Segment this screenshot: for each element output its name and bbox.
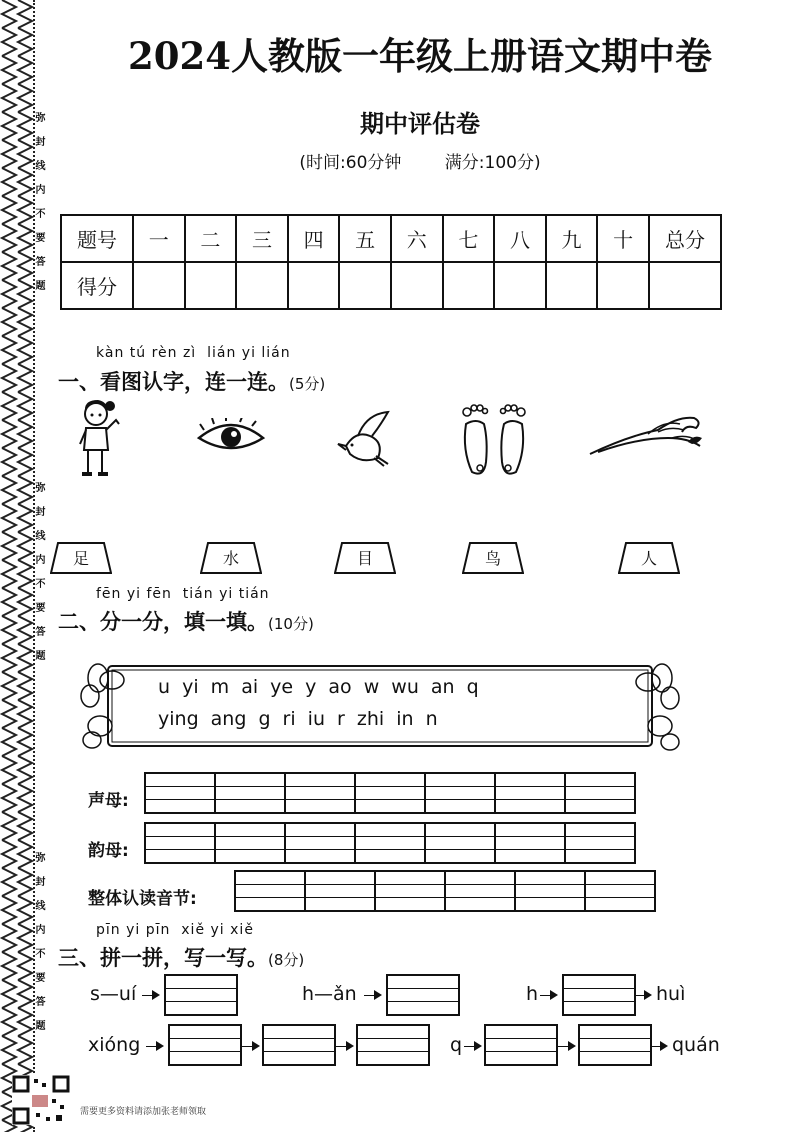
pinyin-initial: h <box>526 983 539 1005</box>
writing-box[interactable] <box>586 870 656 912</box>
score-table-col: 五 <box>339 215 391 262</box>
writing-box[interactable] <box>356 772 426 814</box>
score-table-col: 三 <box>236 215 288 262</box>
pinyin-frame <box>80 660 680 752</box>
seal-text: 弥封线内不要答题 <box>33 482 44 674</box>
pinyin-syllable: xióng <box>88 1034 141 1056</box>
score-cell[interactable] <box>133 262 185 309</box>
score-table-col: 总分 <box>649 215 721 262</box>
answer-box[interactable] <box>484 1024 558 1066</box>
exam-subtitle: 期中评估卷 <box>360 110 480 138</box>
pinyin-syllable-result: quán <box>672 1034 720 1056</box>
score-cell[interactable] <box>494 262 546 309</box>
initials-writing-grid[interactable] <box>144 772 636 812</box>
arrow-right-icon <box>146 1046 162 1047</box>
line-connector <box>242 1046 258 1047</box>
finals-label: 韵母: <box>88 841 129 861</box>
seal-text: 弥封线内不要答题 <box>33 112 44 304</box>
section1-points: (5分) <box>289 375 326 393</box>
writing-box[interactable] <box>566 822 636 864</box>
char-card[interactable] <box>618 542 680 574</box>
score-table-col: 八 <box>494 215 546 262</box>
char-card[interactable] <box>334 542 396 574</box>
score-table-col: 四 <box>288 215 340 262</box>
char-card-text: 鸟 <box>484 549 501 568</box>
char-card-text: 水 <box>222 549 239 568</box>
score-cell[interactable] <box>339 262 391 309</box>
score-cell[interactable] <box>185 262 237 309</box>
answer-box[interactable] <box>578 1024 652 1066</box>
score-cell[interactable] <box>236 262 288 309</box>
score-table-col: 二 <box>185 215 237 262</box>
score-cell[interactable] <box>546 262 598 309</box>
arrow-right-icon <box>652 1046 666 1047</box>
score-cell[interactable] <box>391 262 443 309</box>
line-connector <box>558 1046 574 1047</box>
arrow-right-icon <box>364 995 380 996</box>
answer-box[interactable] <box>356 1024 430 1066</box>
pinyin-initial: q <box>450 1034 463 1056</box>
footer-note: 需要更多资料请添加张老师领取 <box>80 1107 207 1117</box>
pinyin-row-2: ying ang g ri iu r zhi in n <box>158 708 438 730</box>
pinyin-syllable-result: huì <box>656 983 686 1005</box>
answer-box[interactable] <box>386 974 460 1016</box>
writing-box[interactable] <box>144 822 216 864</box>
line-connector <box>540 995 556 996</box>
girl-picture <box>72 398 128 482</box>
answer-box[interactable] <box>562 974 636 1016</box>
score-table-col: 一 <box>133 215 185 262</box>
pinyin-row-1: u yi m ai ye y ao w wu an q <box>158 676 479 698</box>
score-table-score-row <box>61 262 721 309</box>
score-cell[interactable] <box>597 262 649 309</box>
arrow-right-icon <box>142 995 158 996</box>
time-limit: (时间:60分钟 <box>299 153 402 173</box>
section2-points: (10分) <box>268 615 314 633</box>
seal-text: 弥封线内不要答题 <box>33 852 44 1044</box>
writing-box[interactable] <box>376 870 446 912</box>
score-table-col: 十 <box>597 215 649 262</box>
score-table-row-label: 题号 <box>61 215 133 262</box>
writing-box[interactable] <box>286 822 356 864</box>
char-card[interactable] <box>50 542 112 574</box>
arrow-right-icon <box>634 995 650 996</box>
score-cell[interactable] <box>649 262 721 309</box>
pinyin-syllable-parts: s—uí <box>90 983 137 1005</box>
score-table <box>60 214 722 310</box>
writing-box[interactable] <box>566 772 636 814</box>
initials-label: 声母: <box>88 791 129 811</box>
time-info <box>60 148 780 173</box>
section3-title <box>58 942 304 972</box>
finals-writing-grid[interactable] <box>144 822 636 862</box>
writing-box[interactable] <box>426 822 496 864</box>
section1-title <box>58 366 325 396</box>
score-table-col: 九 <box>546 215 598 262</box>
writing-box[interactable] <box>496 822 566 864</box>
writing-box[interactable] <box>286 772 356 814</box>
score-cell[interactable] <box>443 262 495 309</box>
score-table-header-row <box>61 215 721 262</box>
section2-title-text: 二、分一分，填一填。 <box>58 610 268 634</box>
writing-box[interactable] <box>446 870 516 912</box>
answer-box[interactable] <box>164 974 238 1016</box>
section2-pinyin: fēn yi fēn tián yi tián <box>96 586 270 602</box>
whole-syllable-writing-grid[interactable] <box>234 870 656 910</box>
section3-title-text: 三、拼一拼，写一写。 <box>58 946 268 970</box>
exam-title: 2024人教版一年级上册语文期中卷 <box>128 34 712 78</box>
writing-box[interactable] <box>144 772 216 814</box>
writing-box[interactable] <box>496 772 566 814</box>
writing-box[interactable] <box>216 772 286 814</box>
feet-picture <box>458 400 530 480</box>
whole-syllable-label: 整体认读音节: <box>88 889 197 909</box>
writing-box[interactable] <box>516 870 586 912</box>
writing-box[interactable] <box>426 772 496 814</box>
char-card[interactable] <box>200 542 262 574</box>
char-card-text: 目 <box>356 549 373 568</box>
section1-title-text: 一、看图认字，连一连。 <box>58 370 289 394</box>
writing-box[interactable] <box>306 870 376 912</box>
section1-pinyin: kàn tú rèn zì lián yi lián <box>96 345 291 361</box>
char-card[interactable] <box>462 542 524 574</box>
qr-code-icon <box>12 1075 70 1125</box>
char-card-text: 人 <box>640 549 657 568</box>
writing-box[interactable] <box>234 870 306 912</box>
score-table-col: 七 <box>443 215 495 262</box>
eye-picture <box>196 418 266 458</box>
writing-box[interactable] <box>216 822 286 864</box>
answer-box[interactable] <box>168 1024 242 1066</box>
line-connector <box>336 1046 352 1047</box>
score-table-col: 六 <box>391 215 443 262</box>
section3-points: (8分) <box>268 951 305 969</box>
score-cell[interactable] <box>288 262 340 309</box>
pinyin-syllable-parts: h—ǎn <box>302 983 357 1005</box>
section2-title <box>58 606 314 636</box>
full-score: 满分:100分) <box>444 153 541 173</box>
line-connector <box>464 1046 480 1047</box>
bird-picture <box>336 408 392 468</box>
char-card-text: 足 <box>72 549 89 568</box>
water-picture <box>588 408 706 458</box>
score-table-row-label: 得分 <box>61 262 133 309</box>
writing-box[interactable] <box>356 822 426 864</box>
section3-pinyin: pīn yi pīn xiě yi xiě <box>96 922 254 938</box>
answer-box[interactable] <box>262 1024 336 1066</box>
